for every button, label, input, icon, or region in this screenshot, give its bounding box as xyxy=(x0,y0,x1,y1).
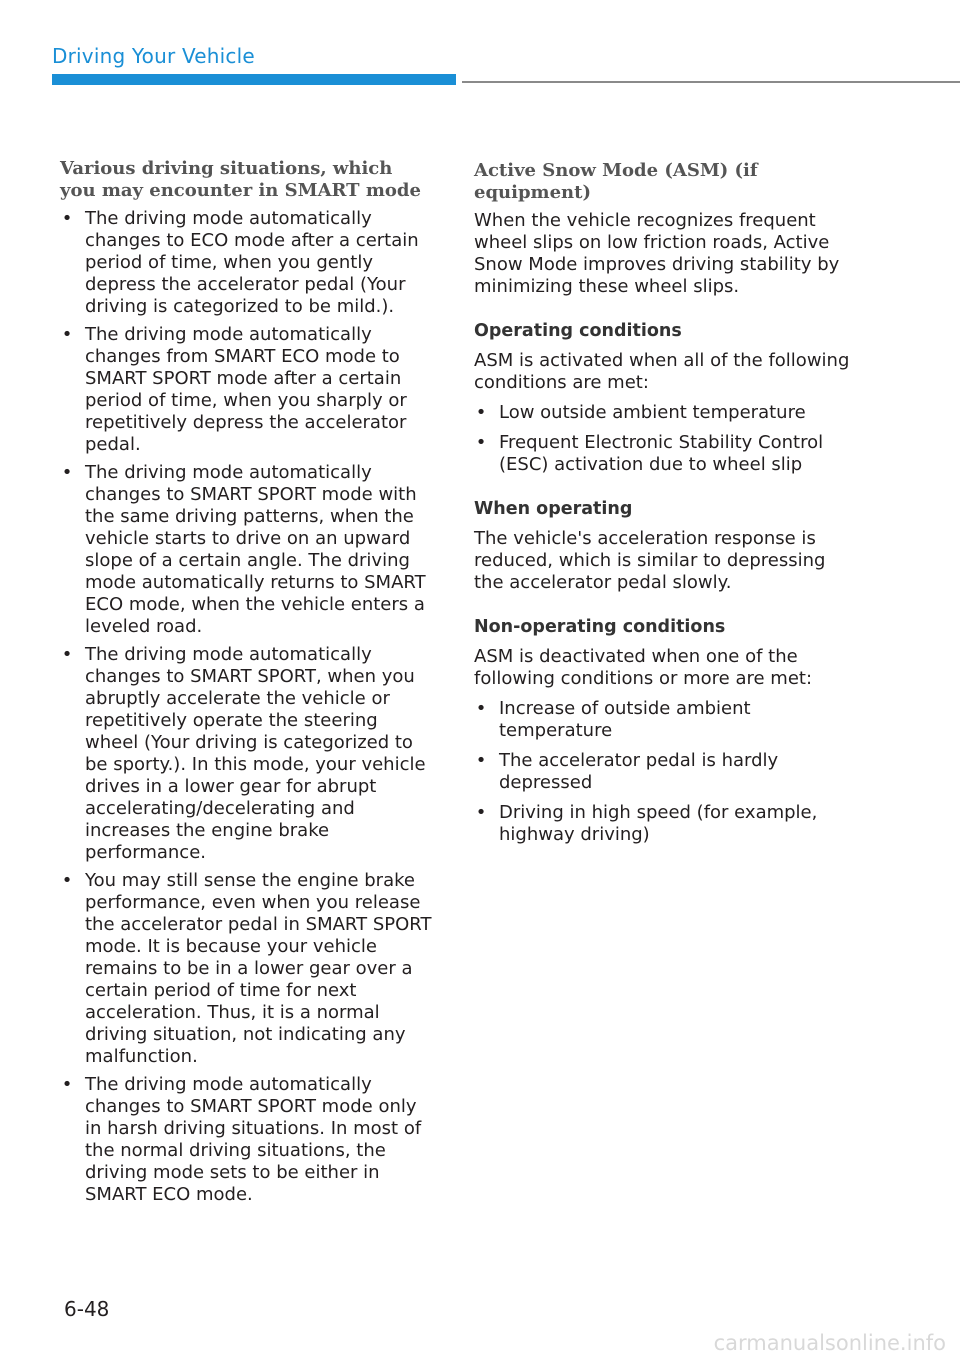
smart-situations-list xyxy=(60,208,432,1206)
bullet-icon: • xyxy=(61,870,73,891)
list-item-text: The driving mode automatically changes from SMART ECO mode to SMART SPORT mode after a certain period of time, when you sharply or repetitively depress the accelerator pedal. xyxy=(85,324,407,455)
bullet-icon: • xyxy=(475,750,487,771)
list-item-text: The driving mode automatically changes to SMART SPORT, when you abruptly accelerate the vehicle or repetitively operate the steering wheel (Your driving is categorized to be sporty.). In this mode, your vehicle drives in a lower gear for abrupt accelerating/decelerating and increases the engine brake performance. xyxy=(85,644,426,863)
list-item-text: The driving mode automatically changes to SMART SPORT mode with the same driving patterns, when the vehicle starts to drive on an upward slope of a certain angle. The driving mode automatically returns to SMART ECO mode, when the vehicle enters a leveled road. xyxy=(85,462,426,637)
section-heading-smart-situations: Various driving situations, which you may encounter in SMART mode xyxy=(60,158,421,201)
list-item-text: The driving mode automatically changes to ECO mode after a certain period of time, when you gently depress the accelerator pedal (Your driving is categorized to be mild.). xyxy=(85,208,419,317)
bullet-icon: • xyxy=(475,802,487,823)
list-item xyxy=(60,324,432,456)
list-item xyxy=(60,644,432,864)
header-accent-bar xyxy=(52,74,456,85)
when-operating-heading: When operating xyxy=(474,499,633,519)
list-item xyxy=(60,208,432,318)
non-operating-conditions-list xyxy=(474,698,852,846)
asm-intro-text: When the vehicle recognizes frequent wheel slips on low friction roads, Active Snow Mode improves driving stability by minimizing these wheel slips. xyxy=(474,210,840,297)
list-item xyxy=(474,750,852,794)
section-heading-asm: Active Snow Mode (ASM) (if equipment) xyxy=(474,160,758,203)
bullet-icon: • xyxy=(61,1074,73,1095)
list-item xyxy=(60,870,432,1068)
left-column xyxy=(60,158,432,1228)
operating-conditions-text: ASM is activated when all of the following conditions are met: xyxy=(474,350,850,393)
page-section-title: Driving Your Vehicle xyxy=(52,44,255,68)
list-item xyxy=(474,698,852,742)
watermark: carmanualsonline.info xyxy=(713,1331,946,1355)
list-item xyxy=(474,802,852,846)
list-item-text: The driving mode automatically changes to SMART SPORT mode only in harsh driving situations. In most of the normal driving situations, the driving mode sets to be either in SMART ECO mode. xyxy=(85,1074,422,1205)
bullet-icon: • xyxy=(61,324,73,345)
operating-conditions-list xyxy=(474,402,852,476)
header-divider xyxy=(462,81,960,83)
list-item xyxy=(474,432,852,476)
list-item-text: Frequent Electronic Stability Control (ESC) activation due to wheel slip xyxy=(499,432,824,475)
list-item xyxy=(60,462,432,638)
bullet-icon: • xyxy=(475,402,487,423)
list-item-text: Low outside ambient temperature xyxy=(499,402,806,423)
list-item-text: You may still sense the engine brake performance, even when you release the accelerator pedal in SMART SPORT mode. It is because your vehicle remains to be in a lower gear over a certain period of time for next acceleration. Thus, it is a normal driving situation, not indicating any malfunction. xyxy=(85,870,432,1067)
right-column xyxy=(474,158,852,868)
list-item-text: Driving in high speed (for example, highway driving) xyxy=(499,802,818,845)
page-number: 6-48 xyxy=(64,1297,110,1321)
list-item-text: Increase of outside ambient temperature xyxy=(499,698,751,741)
when-operating-text: The vehicle's acceleration response is reduced, which is similar to depressing the accelerator pedal slowly. xyxy=(474,528,826,593)
bullet-icon: • xyxy=(61,208,73,229)
list-item xyxy=(60,1074,432,1206)
non-operating-conditions-text: ASM is deactivated when one of the following conditions or more are met: xyxy=(474,646,813,689)
bullet-icon: • xyxy=(475,698,487,719)
bullet-icon: • xyxy=(61,462,73,483)
non-operating-conditions-heading: Non-operating conditions xyxy=(474,617,726,637)
bullet-icon: • xyxy=(61,644,73,665)
list-item xyxy=(474,402,852,424)
list-item-text: The accelerator pedal is hardly depressed xyxy=(499,750,779,793)
operating-conditions-heading: Operating conditions xyxy=(474,321,682,341)
bullet-icon: • xyxy=(475,432,487,453)
